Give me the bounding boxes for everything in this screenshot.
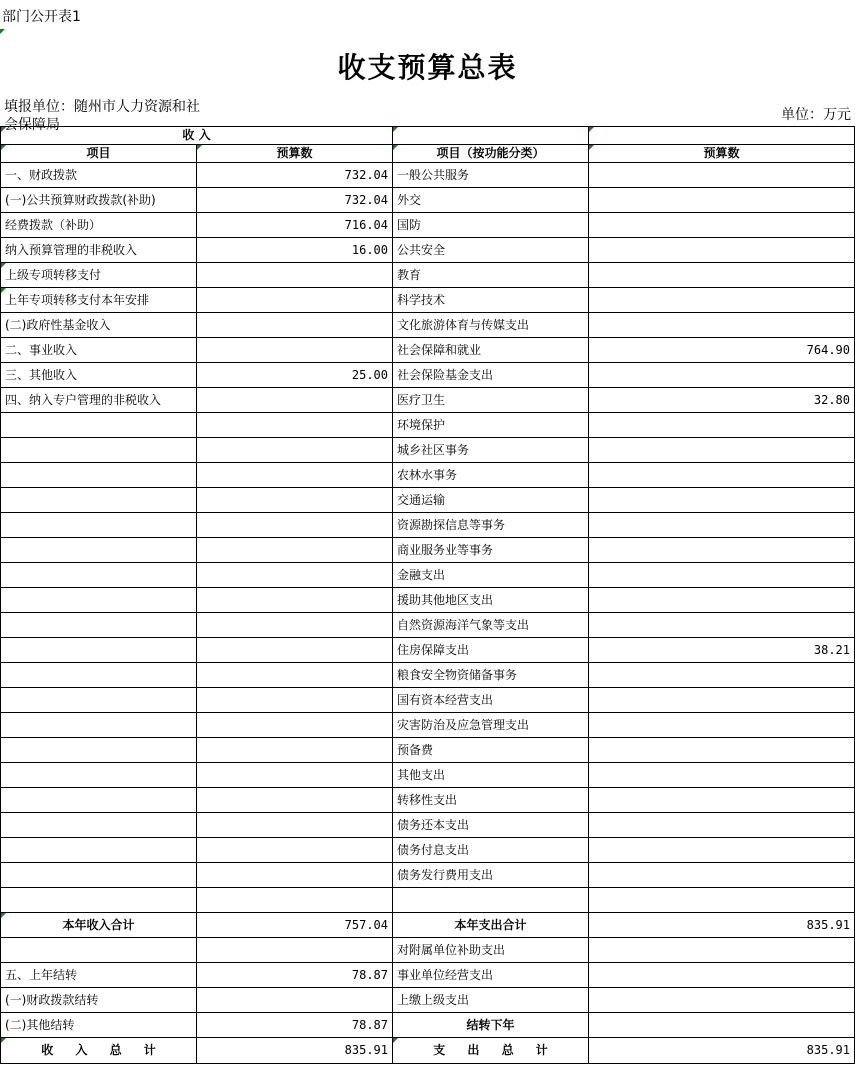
income-item-cell bbox=[1, 413, 197, 438]
expense-budget-cell bbox=[589, 738, 855, 763]
table-row bbox=[1, 963, 855, 988]
expense-item-cell: 国防 bbox=[393, 213, 589, 238]
income-budget-cell bbox=[197, 688, 393, 713]
cell-comment-marker bbox=[0, 29, 5, 34]
table-row bbox=[1, 638, 855, 663]
col-header-func-item: 项目（按功能分类） bbox=[393, 145, 589, 163]
table-row bbox=[1, 663, 855, 688]
table-row bbox=[1, 288, 855, 313]
income-item-cell bbox=[1, 888, 197, 913]
table-row bbox=[1, 713, 855, 738]
table-row bbox=[1, 863, 855, 888]
expense-budget-cell bbox=[589, 788, 855, 813]
table-row bbox=[1, 513, 855, 538]
section-header-row bbox=[1, 127, 855, 145]
expense-budget-cell: 38.21 bbox=[589, 638, 855, 663]
expense-item-cell: 商业服务业等事务 bbox=[393, 538, 589, 563]
table-row bbox=[1, 538, 855, 563]
income-budget-cell: 78.87 bbox=[197, 1013, 393, 1038]
income-item-cell: (二)其他结转 bbox=[1, 1013, 197, 1038]
table-row bbox=[1, 763, 855, 788]
grand-income-label: 收 入 总 计 bbox=[1, 1038, 197, 1064]
table-row bbox=[1, 613, 855, 638]
grand-total-row bbox=[1, 1038, 855, 1064]
income-item-cell bbox=[1, 838, 197, 863]
income-budget-cell bbox=[197, 538, 393, 563]
expense-item-cell: 资源勘探信息等事务 bbox=[393, 513, 589, 538]
income-budget-cell bbox=[197, 463, 393, 488]
income-section-header: 收 入 bbox=[1, 127, 393, 145]
income-budget-cell: 732.04 bbox=[197, 163, 393, 188]
expense-budget-cell bbox=[589, 563, 855, 588]
expense-budget-cell: 32.80 bbox=[589, 388, 855, 413]
expense-item-cell: 社会保险基金支出 bbox=[393, 363, 589, 388]
table-row bbox=[1, 438, 855, 463]
expense-budget-cell bbox=[589, 538, 855, 563]
expense-item-cell: 债务付息支出 bbox=[393, 838, 589, 863]
expense-item-cell: 外交 bbox=[393, 188, 589, 213]
income-budget-cell bbox=[197, 663, 393, 688]
income-budget-cell bbox=[197, 613, 393, 638]
table-row bbox=[1, 188, 855, 213]
table-row bbox=[1, 738, 855, 763]
table-row bbox=[1, 313, 855, 338]
expense-section-header bbox=[393, 127, 589, 145]
col-header-budget: 预算数 bbox=[197, 145, 393, 163]
income-budget-cell bbox=[197, 713, 393, 738]
grand-income-value: 835.91 bbox=[197, 1038, 393, 1064]
table-row bbox=[1, 788, 855, 813]
year-income-total-value: 757.04 bbox=[197, 913, 393, 938]
table-row bbox=[1, 888, 855, 913]
expense-budget-cell bbox=[589, 938, 855, 963]
table-row bbox=[1, 363, 855, 388]
budget-summary-table bbox=[0, 126, 855, 1064]
income-item-cell: 上年专项转移支付本年安排 bbox=[1, 288, 197, 313]
income-item-cell bbox=[1, 738, 197, 763]
expense-budget-cell bbox=[589, 713, 855, 738]
expense-budget-cell bbox=[589, 263, 855, 288]
expense-item-cell: 债务发行费用支出 bbox=[393, 863, 589, 888]
expense-budget-cell bbox=[589, 988, 855, 1013]
expense-budget-cell bbox=[589, 488, 855, 513]
expense-budget-cell bbox=[589, 163, 855, 188]
income-budget-cell bbox=[197, 513, 393, 538]
expense-budget-cell: 764.90 bbox=[589, 338, 855, 363]
table-row bbox=[1, 163, 855, 188]
income-item-cell bbox=[1, 688, 197, 713]
table-row bbox=[1, 238, 855, 263]
expense-item-cell: 环境保护 bbox=[393, 413, 589, 438]
table-row bbox=[1, 388, 855, 413]
income-budget-cell bbox=[197, 763, 393, 788]
grand-expense-value: 835.91 bbox=[589, 1038, 855, 1064]
col-header-item: 项目 bbox=[1, 145, 197, 163]
year-total-row bbox=[1, 913, 855, 938]
table-row bbox=[1, 688, 855, 713]
expense-budget-cell bbox=[589, 438, 855, 463]
income-item-cell: (一)财政拨款结转 bbox=[1, 988, 197, 1013]
table-row bbox=[1, 938, 855, 963]
expense-budget-cell bbox=[589, 663, 855, 688]
expense-item-cell: 金融支出 bbox=[393, 563, 589, 588]
expense-item-cell: 上缴上级支出 bbox=[393, 988, 589, 1013]
year-expense-total-label: 本年支出合计 bbox=[393, 913, 589, 938]
expense-budget-cell bbox=[589, 238, 855, 263]
expense-budget-cell bbox=[589, 963, 855, 988]
income-item-cell bbox=[1, 713, 197, 738]
expense-item-cell: 粮食安全物资储备事务 bbox=[393, 663, 589, 688]
expense-budget-cell bbox=[589, 863, 855, 888]
income-budget-cell bbox=[197, 788, 393, 813]
expense-item-cell: 一般公共服务 bbox=[393, 163, 589, 188]
expense-item-cell: 预备费 bbox=[393, 738, 589, 763]
expense-budget-cell bbox=[589, 413, 855, 438]
expense-item-cell: 文化旅游体育与传媒支出 bbox=[393, 313, 589, 338]
expense-budget-cell bbox=[589, 463, 855, 488]
income-budget-cell bbox=[197, 413, 393, 438]
table-row bbox=[1, 263, 855, 288]
income-item-cell bbox=[1, 638, 197, 663]
column-header-row bbox=[1, 145, 855, 163]
expense-budget-cell bbox=[589, 838, 855, 863]
income-item-cell: 一、财政拨款 bbox=[1, 163, 197, 188]
expense-budget-cell bbox=[589, 1013, 855, 1038]
income-budget-cell bbox=[197, 438, 393, 463]
expense-item-cell: 援助其他地区支出 bbox=[393, 588, 589, 613]
income-item-cell bbox=[1, 488, 197, 513]
income-item-cell: 上级专项转移支付 bbox=[1, 263, 197, 288]
income-budget-cell bbox=[197, 263, 393, 288]
income-budget-cell bbox=[197, 313, 393, 338]
table-row bbox=[1, 838, 855, 863]
income-item-cell: 五、上年结转 bbox=[1, 963, 197, 988]
income-item-cell: 三、其他收入 bbox=[1, 363, 197, 388]
expense-budget-cell bbox=[589, 813, 855, 838]
expense-item-cell bbox=[393, 888, 589, 913]
income-budget-cell bbox=[197, 288, 393, 313]
income-item-cell: 经费拨款（补助） bbox=[1, 213, 197, 238]
expense-item-cell: 其他支出 bbox=[393, 763, 589, 788]
income-budget-cell: 732.04 bbox=[197, 188, 393, 213]
income-budget-cell: 716.04 bbox=[197, 213, 393, 238]
income-item-cell bbox=[1, 938, 197, 963]
expense-item-cell: 住房保障支出 bbox=[393, 638, 589, 663]
income-item-cell bbox=[1, 863, 197, 888]
expense-section-header-right bbox=[589, 127, 855, 145]
income-item-cell: 四、纳入专户管理的非税收入 bbox=[1, 388, 197, 413]
income-budget-cell bbox=[197, 888, 393, 913]
expense-budget-cell bbox=[589, 288, 855, 313]
income-budget-cell bbox=[197, 988, 393, 1013]
income-budget-cell bbox=[197, 488, 393, 513]
income-item-cell bbox=[1, 588, 197, 613]
income-budget-cell bbox=[197, 838, 393, 863]
income-item-cell: (一)公共预算财政拨款(补助) bbox=[1, 188, 197, 213]
expense-item-cell: 转移性支出 bbox=[393, 788, 589, 813]
page-title: 收支预算总表 bbox=[337, 51, 518, 84]
income-item-cell: (二)政府性基金收入 bbox=[1, 313, 197, 338]
income-budget-cell bbox=[197, 738, 393, 763]
income-budget-cell: 25.00 bbox=[197, 363, 393, 388]
currency-unit: 单位：万元 bbox=[781, 107, 851, 123]
income-budget-cell bbox=[197, 388, 393, 413]
table-row bbox=[1, 588, 855, 613]
expense-budget-cell bbox=[589, 588, 855, 613]
expense-item-cell: 农林水事务 bbox=[393, 463, 589, 488]
income-item-cell bbox=[1, 513, 197, 538]
expense-budget-cell bbox=[589, 313, 855, 338]
table-row bbox=[1, 988, 855, 1013]
table-row bbox=[1, 813, 855, 838]
expense-budget-cell bbox=[589, 888, 855, 913]
income-budget-cell: 16.00 bbox=[197, 238, 393, 263]
income-item-cell: 二、事业收入 bbox=[1, 338, 197, 363]
expense-item-cell: 自然资源海洋气象等支出 bbox=[393, 613, 589, 638]
expense-item-cell: 医疗卫生 bbox=[393, 388, 589, 413]
expense-budget-cell bbox=[589, 188, 855, 213]
income-budget-cell bbox=[197, 938, 393, 963]
expense-item-cell: 灾害防治及应急管理支出 bbox=[393, 713, 589, 738]
expense-budget-cell bbox=[589, 613, 855, 638]
expense-item-cell: 交通运输 bbox=[393, 488, 589, 513]
income-item-cell bbox=[1, 613, 197, 638]
expense-budget-cell bbox=[589, 513, 855, 538]
expense-item-cell: 城乡社区事务 bbox=[393, 438, 589, 463]
expense-item-cell: 结转下年 bbox=[393, 1013, 589, 1038]
expense-item-cell: 事业单位经营支出 bbox=[393, 963, 589, 988]
income-budget-cell: 78.87 bbox=[197, 963, 393, 988]
income-budget-cell bbox=[197, 863, 393, 888]
expense-item-cell: 债务还本支出 bbox=[393, 813, 589, 838]
grand-expense-label: 支 出 总 计 bbox=[393, 1038, 589, 1064]
income-item-cell: 纳入预算管理的非税收入 bbox=[1, 238, 197, 263]
table-row bbox=[1, 338, 855, 363]
col-header-func-budget: 预算数 bbox=[589, 145, 855, 163]
income-item-cell bbox=[1, 663, 197, 688]
expense-budget-cell bbox=[589, 363, 855, 388]
income-item-cell bbox=[1, 438, 197, 463]
expense-item-cell: 社会保障和就业 bbox=[393, 338, 589, 363]
income-budget-cell bbox=[197, 638, 393, 663]
expense-item-cell: 公共安全 bbox=[393, 238, 589, 263]
income-budget-cell bbox=[197, 338, 393, 363]
table-row bbox=[1, 488, 855, 513]
income-item-cell bbox=[1, 788, 197, 813]
expense-item-cell: 国有资本经营支出 bbox=[393, 688, 589, 713]
expense-budget-cell bbox=[589, 213, 855, 238]
income-item-cell bbox=[1, 463, 197, 488]
table-row bbox=[1, 213, 855, 238]
table-row bbox=[1, 463, 855, 488]
expense-item-cell: 科学技术 bbox=[393, 288, 589, 313]
year-income-total-label: 本年收入合计 bbox=[1, 913, 197, 938]
expense-item-cell: 教育 bbox=[393, 263, 589, 288]
expense-budget-cell bbox=[589, 763, 855, 788]
expense-budget-cell bbox=[589, 688, 855, 713]
income-item-cell bbox=[1, 813, 197, 838]
income-budget-cell bbox=[197, 563, 393, 588]
expense-item-cell: 对附属单位补助支出 bbox=[393, 938, 589, 963]
income-item-cell bbox=[1, 538, 197, 563]
income-item-cell bbox=[1, 763, 197, 788]
income-budget-cell bbox=[197, 813, 393, 838]
table-row bbox=[1, 563, 855, 588]
table-row bbox=[1, 413, 855, 438]
filling-unit: 填报单位：随州市人力资源和社会保障局 bbox=[4, 99, 200, 133]
table-row bbox=[1, 1013, 855, 1038]
year-expense-total-value: 835.91 bbox=[589, 913, 855, 938]
income-item-cell bbox=[1, 563, 197, 588]
document-code: 部门公开表1 bbox=[2, 9, 81, 25]
income-budget-cell bbox=[197, 588, 393, 613]
